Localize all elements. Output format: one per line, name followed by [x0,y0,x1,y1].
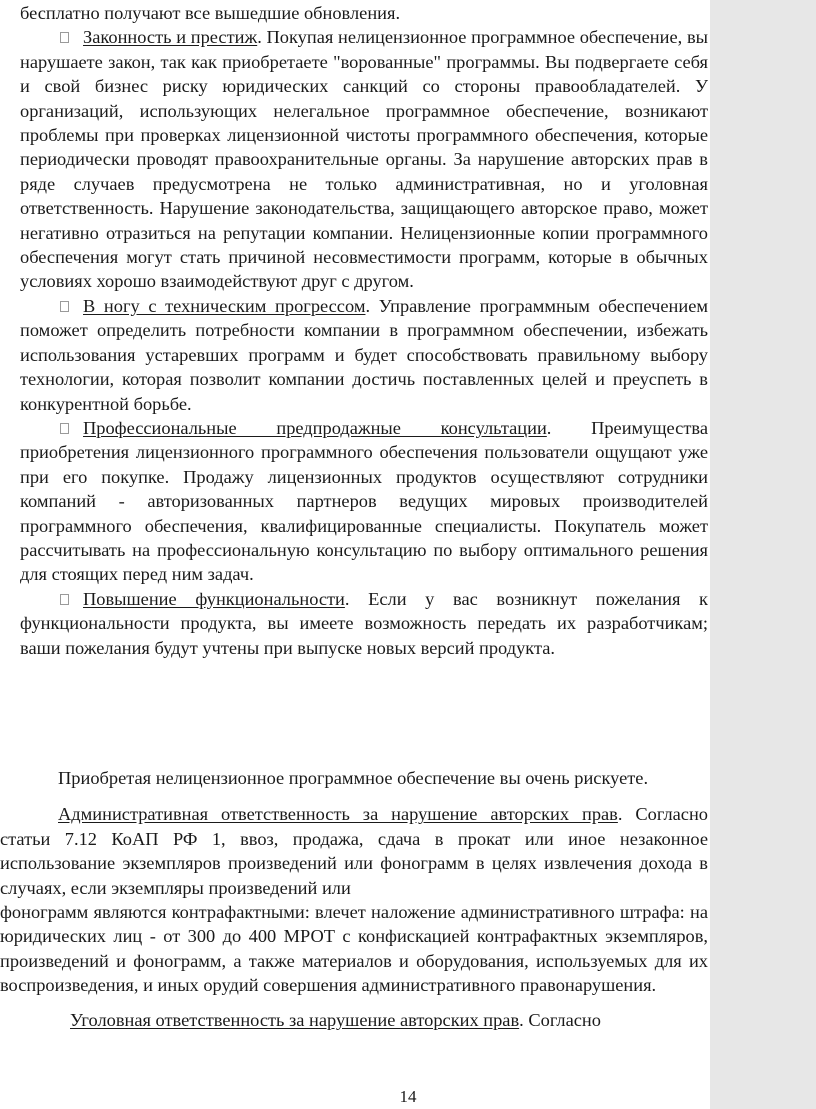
list-item-title: В ногу с техническим прогрессом [83,295,366,316]
opening-line: бесплатно получают все вышедшие обновления. [20,3,401,23]
list-item-text: . Если у вас возникнут пожелания к функциональности продукта, вы имеете возможность передать их разработчикам; ваши пожелания будут учтены при выпуске новых версий продукта. [20,588,708,658]
lower-text-block [0,766,708,1032]
list-item-text: . Преимущества приобретения лицензионного программного обеспечения пользователи ощущают уже при его покупке. Продажу лицензионных продуктов осуществляют сотрудники компаний - авторизованных партнеров ведущих мировых производителей программного обеспечения, квалифицированные специалисты. Покупатель может рассчитывать на профессиональную консультацию по выбору оптимального решения для стоящих перед ним задач. [20,417,708,585]
admin-liability-paragraph [0,802,708,900]
checkbox-bullet-icon [60,423,69,434]
admin-liability-text: . Согласно статьи 7.12 КоАП РФ 1, ввоз, продажа, сдача в прокат или иное незаконное использование экземпляров произведений или фонограмм в целях извлечения дохода в случаях, если экземпляры произведений или [0,804,708,898]
list-item-text: . Управление программным обеспечением поможет определить потребности компании в программном обеспечении, избежать использования устаревших программ и будет способствовать правильному выбору технологии, которая позволит компании достичь поставленных целей и преуспеть в конкурентной борьбе. [20,295,709,414]
summary-paragraph: Приобретая нелицензионное программное обеспечение вы очень рискуете. [58,768,649,788]
right-margin-panel [710,0,816,1109]
checkbox-bullet-icon [60,594,69,605]
checkbox-bullet-icon [60,301,69,312]
criminal-liability-paragraph [0,1008,708,1032]
list-item-progress [20,294,708,416]
criminal-liability-text: . Согласно [519,1009,601,1030]
list-item-title: Профессиональные предпродажные консультации [83,417,547,438]
document-body [20,0,708,660]
list-item-functionality [20,587,708,660]
admin-liability-continuation: фонограмм являются контрафактными: влечет наложение административного штрафа: на юридических лиц - от 300 до 400 МРОТ с конфискацией контрафактных экземпляров, произведений и фонограмм, а также материалов и оборудования, используемых для их воспроизведения, и иных орудий совершения административного правонарушения. [0,902,708,996]
criminal-liability-title: Уголовная ответственность за нарушение авторских прав [70,1009,520,1030]
list-item-legality [20,25,708,293]
list-item-consulting [20,416,708,587]
checkbox-bullet-icon [60,32,69,43]
admin-liability-title: Административная ответственность за нарушение авторских прав [58,804,618,825]
list-item-title: Повышение функциональности [83,588,345,609]
list-item-text: . Покупая нелицензионное программное обеспечение, вы нарушаете закон, так как приобретаете "ворованные" программы. Вы подвергаете себя и свой бизнес риску юридических санкций со стороны правообладателей. У организаций, использующих нелегальное программное обеспечение, возникают проблемы при проверках лицензионной чистоты программного обеспечения, которые периодически проводят правоохранительные органы. За нарушение авторских прав в ряде случаев предусмотрена не только административная, но и уголовная ответственность. Нарушение законодательства, защищающего авторское право, может негативно отразиться на репутации компании. Нелицензионные копии программного обеспечения могут стать причиной несовместимости программ, которые в обычных условиях хорошо взаимодействуют друг с другом. [20,27,708,292]
page-number: 14 [399,1087,417,1106]
list-item-title: Законность и престиж [83,27,258,48]
